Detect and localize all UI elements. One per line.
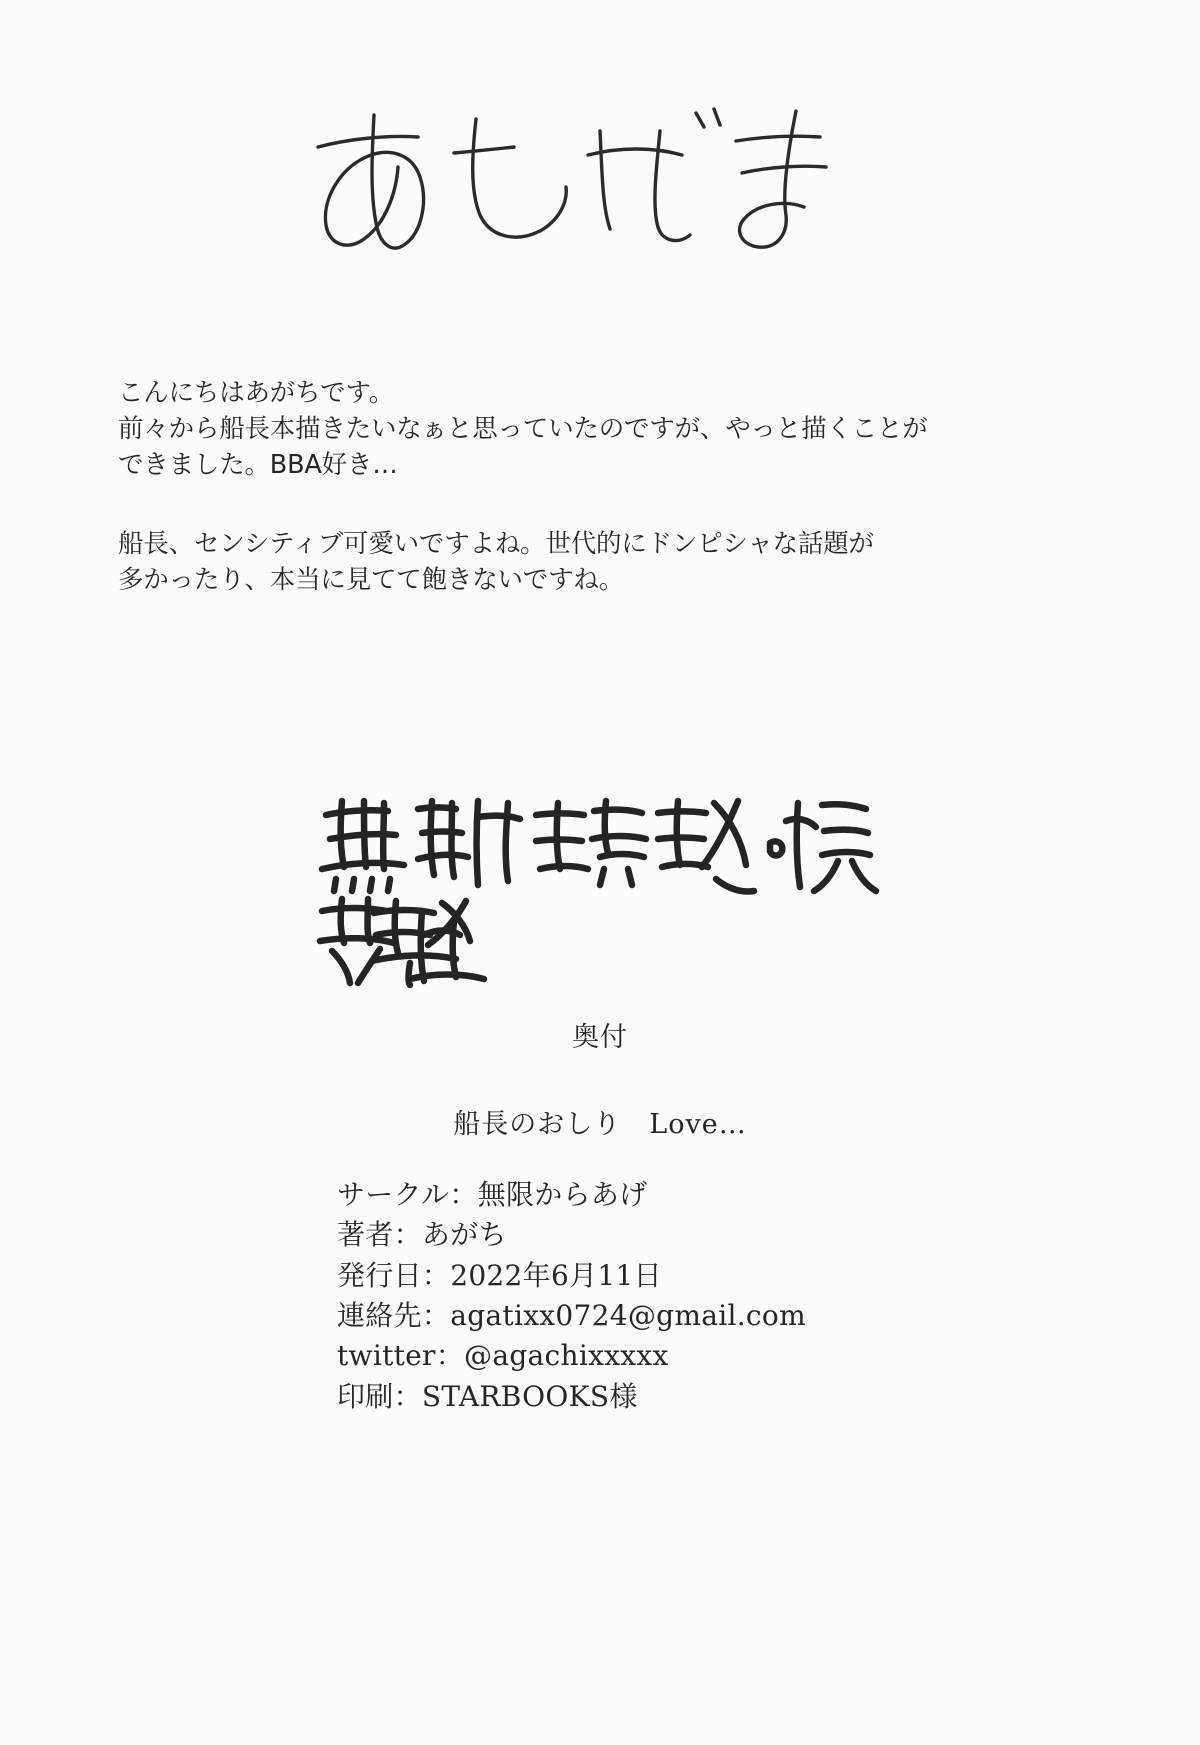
afterword-text [118, 375, 1018, 598]
afterword-line-3: できました。BBA好き… [118, 450, 398, 481]
afterword-line-5: 多かったり、本当に見てて飽きないですね。 [118, 564, 625, 595]
colophon-subtitle: 船長のおしり Love… [453, 1109, 747, 1140]
credit-contact-email: 連絡先：agatixx0724@gmail.com [337, 1298, 806, 1332]
colophon-block [0, 1015, 1200, 1141]
credit-publish-date: 発行日：2022年6月11日 [337, 1258, 662, 1292]
handwritten-title [300, 95, 860, 295]
credit-author: 著者：あがち [337, 1218, 507, 1252]
credit-printer: 印刷：STARBOOKS様 [337, 1379, 638, 1413]
colophon-heading: 奥付 [572, 1022, 628, 1053]
afterword-line-1: こんにちはあがちです。 [118, 378, 395, 408]
afterword-line-2: 前々から船長本描きたいなぁと思っていたのですが、やっと描くことが [118, 414, 928, 445]
reproduction-notice [318, 795, 838, 985]
credit-circle: サークル：無限からあげ [337, 1178, 648, 1211]
credit-twitter: twitter：@agachixxxxx [337, 1339, 669, 1373]
afterword-line-4: 船長、センシティブ可愛いですよね。世代的にドンピシャな話題が [118, 528, 874, 559]
paragraph-spacer [118, 484, 1018, 526]
colophon-credits [337, 1175, 1037, 1417]
